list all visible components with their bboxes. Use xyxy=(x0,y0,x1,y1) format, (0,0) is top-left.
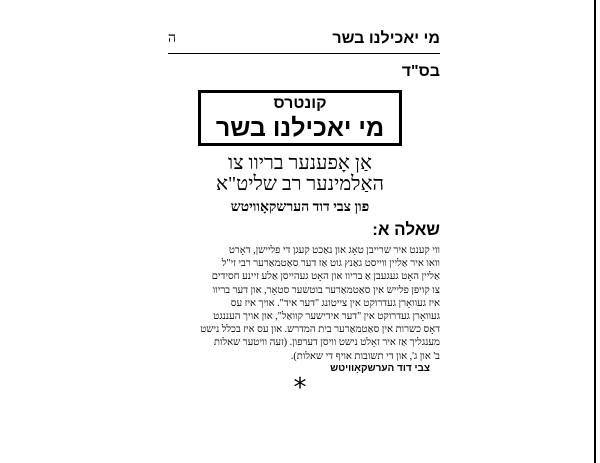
byline: פון צבי דוד הערשקאָוויטש xyxy=(230,200,370,215)
body-line: דאָס כשרות אין סאַטמאַרער בית המדרש. און עס איז בכלל נישט xyxy=(200,324,440,336)
body-paragraph xyxy=(168,244,440,363)
body-line: ווי קענט איר שרייבן טאָג און נאַכט קעגן די פליישן, דאָרט xyxy=(228,245,440,256)
body-line: מענגליך אַז איר זאָלט נישט וויסן דערפון. (זעה וויטער שאלות xyxy=(213,337,440,349)
title-box xyxy=(198,90,402,146)
running-header xyxy=(168,30,440,52)
page-number: ה xyxy=(168,30,177,46)
body-line: צו קויפן פלייש אין סאַטמאַרער בוטשער סטאָר, און דער בריוו xyxy=(212,284,440,296)
asterisk-separator: * xyxy=(293,373,307,403)
main-title: מי יאכילנו בשר xyxy=(215,114,385,142)
page-edge-rule xyxy=(594,0,596,463)
question-heading: שאלה א: xyxy=(372,220,440,239)
running-title: מי יאכילנו בשר xyxy=(332,30,440,47)
body-line: אַליין האָט געגעבן אַ בריוו און האָט געהייסן אַלע זיינע חסידים xyxy=(211,271,440,283)
subtitle-line-1: אַן אָפענער בריוו צו xyxy=(227,152,373,174)
body-line: איז געוואָרן געדרוקט אין צייטונג "דער איד". אויך איז עס xyxy=(230,297,440,309)
title-kuntres: קונטרס xyxy=(273,95,327,112)
signature: צבי דוד הערשקאָוויטש xyxy=(330,363,430,374)
bsd-mark: בס"ד xyxy=(401,63,440,80)
subtitle-line-2: האַלמינער רב שליט"א xyxy=(215,173,385,195)
body-line: געוואָרן געדרוקט אין "דער אידישער קוואַל", און אויך העננגט xyxy=(213,311,440,323)
body-line: וואו איר אַליין ווייסט גאַנץ גוט אַז דער סאַטמאַרער רבי זי"ל xyxy=(221,258,440,270)
header-rule xyxy=(168,53,440,54)
body-line: ב' און ג', און די תשובות אויף די שאלות). xyxy=(290,350,440,362)
